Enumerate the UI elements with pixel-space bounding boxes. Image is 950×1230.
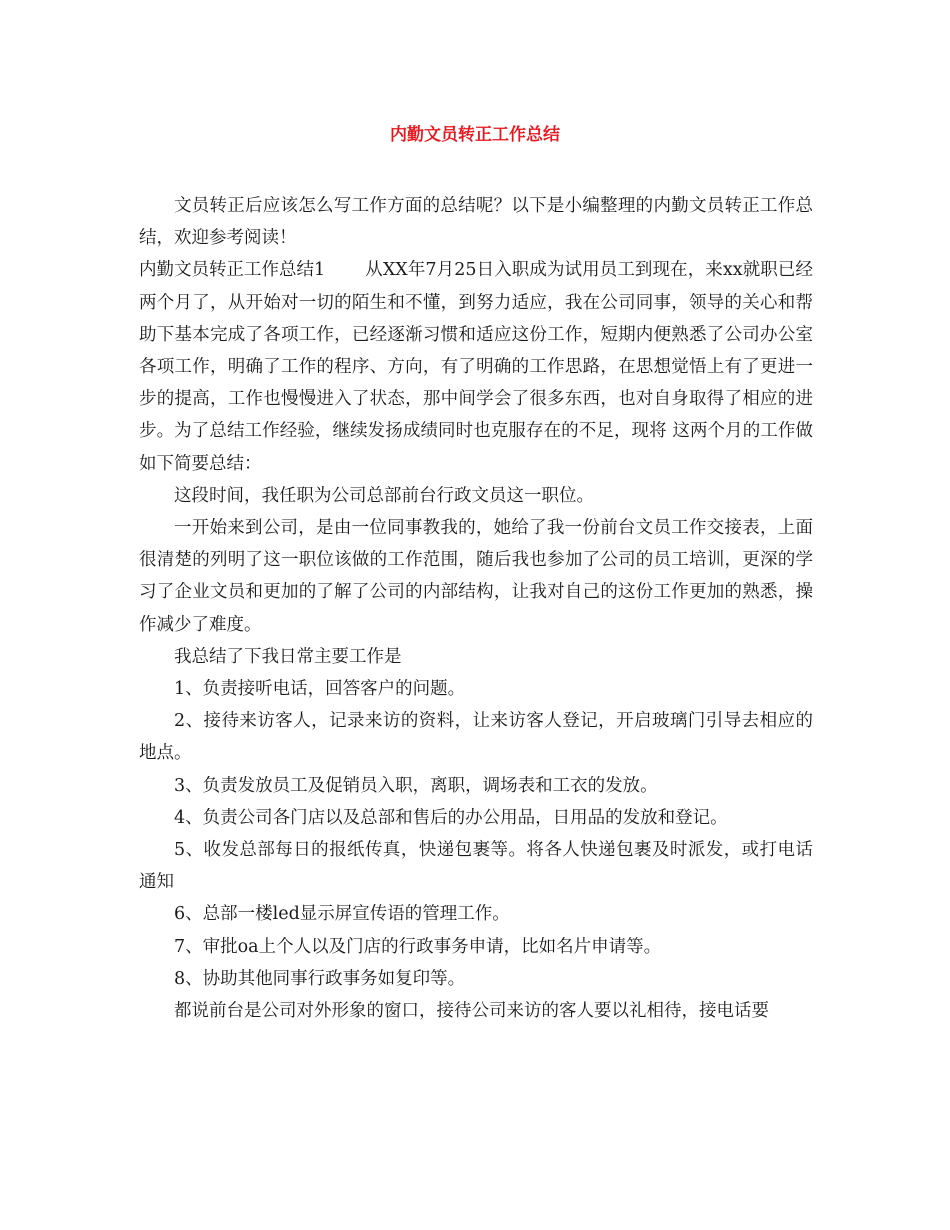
duty-item: 1、负责接听电话，回答客户的问题。 [174,679,466,700]
duty-item: 6、总部一楼led显示屏宣传语的管理工作。 [174,904,510,925]
training-paragraph: 一开始来到公司，是由一位同事教我的，她给了我一份前台文员工作交接表，上面很清楚的列明了这一职位该做的工作范围，随后我也参加了公司的员工培训，更深的学习了企业文员和更加的了解了公司的内部结构，让我对自己的这份工作更加的熟悉，操作减少了难度。 [139,518,813,635]
document-body [139,190,813,1027]
position-paragraph: 这段时间，我任职为公司总部前台行政文员这一职位。 [174,485,594,506]
intro-paragraph: 文员转正后应该怎么写工作方面的总结呢？以下是小编整理的内勤文员转正工作总结，欢迎参考阅读！ [139,196,813,249]
duties-intro-paragraph: 我总结了下我日常主要工作是 [174,646,402,667]
duty-item: 4、负责公司各门店以及总部和售后的办公用品，日用品的发放和登记。 [174,807,728,828]
section-1-paragraph [139,254,813,479]
duty-item: 3、负责发放员工及促销员入职，离职，调场表和工衣的发放。 [174,775,658,796]
duty-item: 2、接待来访客人，记录来访的资料，让来访客人登记，开启玻璃门引导去相应的地点。 [139,711,813,764]
duty-item: 8、协助其他同事行政事务如复印等。 [174,968,466,989]
duty-item: 7、审批oa上个人以及门店的行政事务申请，比如名片申请等。 [174,936,662,957]
closing-paragraph: 都说前台是公司对外形象的窗口，接待公司来访的客人要以礼相待，接电话要 [174,1001,769,1022]
document-title: 内勤文员转正工作总结 [390,125,560,145]
section-1-heading: 内勤文员转正工作总结1 [139,260,326,281]
duty-item: 5、收发总部每日的报纸传真，快递包裹等。将各人快递包裹及时派发，或打电话通知 [139,840,813,893]
section-1-text: 从XX年7月25日入职成为试用员工到现在，来xx就职已经两个月了，从开始对一切的陌生和不懂，到努力适应，我在公司同事，领导的关心和帮助下基本完成了各项工作，已经逐渐习惯和适应这份工作，短期内便熟悉了公司办公室各项工作，明确了工作的程序、方向，有了明确的工作思路，在思想觉悟上有了更进一步的提高，工作也慢慢进入了状态，那中间学会了很多东西，也对自身取得了相应的进步。为了总结工作经验，继续发扬成绩同时也克服存在的不足，现将 这两个月的工作做如下简要总结： [139,260,813,474]
